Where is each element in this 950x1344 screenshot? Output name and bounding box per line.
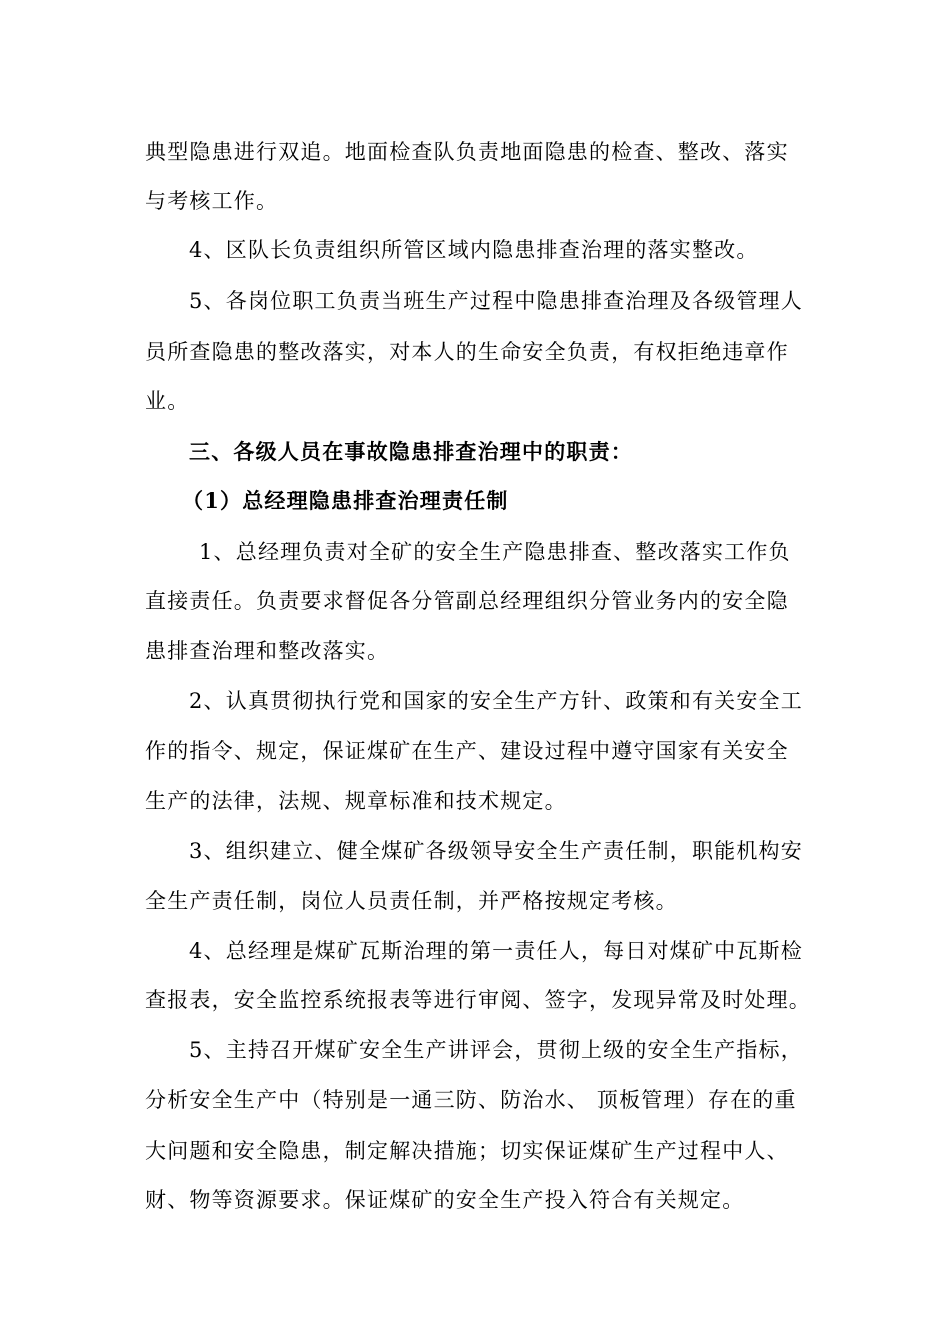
paragraph-line: 典型隐患进行双追。地面检查队负责地面隐患的检查、整改、落实 <box>145 140 789 164</box>
paragraph-line: 作的指令、规定，保证煤矿在生产、建设过程中遵守国家有关安全 <box>145 739 789 763</box>
subsection-heading: （1）总经理隐患排查治理责任制 <box>182 488 509 513</box>
paragraph-line: 5、各岗位职工负责当班生产过程中隐患排查治理及各级管理人 <box>189 289 803 313</box>
paragraph-line: 4、区队长负责组织所管区域内隐患排查治理的落实整改。 <box>189 238 759 262</box>
section-heading: 三、各级人员在事故隐患排查治理中的职责： <box>189 439 633 464</box>
paragraph-line: 3、组织建立、健全煤矿各级领导安全生产责任制，职能机构安 <box>189 839 803 863</box>
paragraph-line: 5、主持召开煤矿安全生产讲评会，贯彻上级的安全生产指标， <box>189 1038 803 1062</box>
paragraph-line: 业。 <box>145 389 190 413</box>
paragraph-line: 直接责任。负责要求督促各分管副总经理组织分管业务内的安全隐 <box>145 589 789 613</box>
paragraph-line: 4、总经理是煤矿瓦斯治理的第一责任人，每日对煤矿中瓦斯检 <box>189 939 803 963</box>
paragraph-line: 大问题和安全隐患，制定解决措施；切实保证煤矿生产过程中人、 <box>145 1139 789 1163</box>
paragraph-line: 生产的法律，法规、规章标准和技术规定。 <box>145 789 567 813</box>
paragraph-line: 1、总经理负责对全矿的安全生产隐患排查、整改落实工作负 <box>199 540 791 564</box>
paragraph-line: 财、物等资源要求。保证煤矿的安全生产投入符合有关规定。 <box>145 1188 745 1212</box>
paragraph-line: 患排查治理和整改落实。 <box>145 639 390 663</box>
paragraph-line: 查报表，安全监控系统报表等进行审阅、签字，发现异常及时处理。 <box>145 988 811 1012</box>
paragraph-line: 与考核工作。 <box>145 189 279 213</box>
paragraph-line: 分析安全生产中（特别是一通三防、防治水、 顶板管理）存在的重 <box>145 1088 797 1112</box>
paragraph-line: 2、认真贯彻执行党和国家的安全生产方针、政策和有关安全工 <box>189 689 803 713</box>
paragraph-line: 全生产责任制，岗位人员责任制，并严格按规定考核。 <box>145 889 678 913</box>
paragraph-line: 员所查隐患的整改落实，对本人的生命安全负责，有权拒绝违章作 <box>145 340 789 364</box>
